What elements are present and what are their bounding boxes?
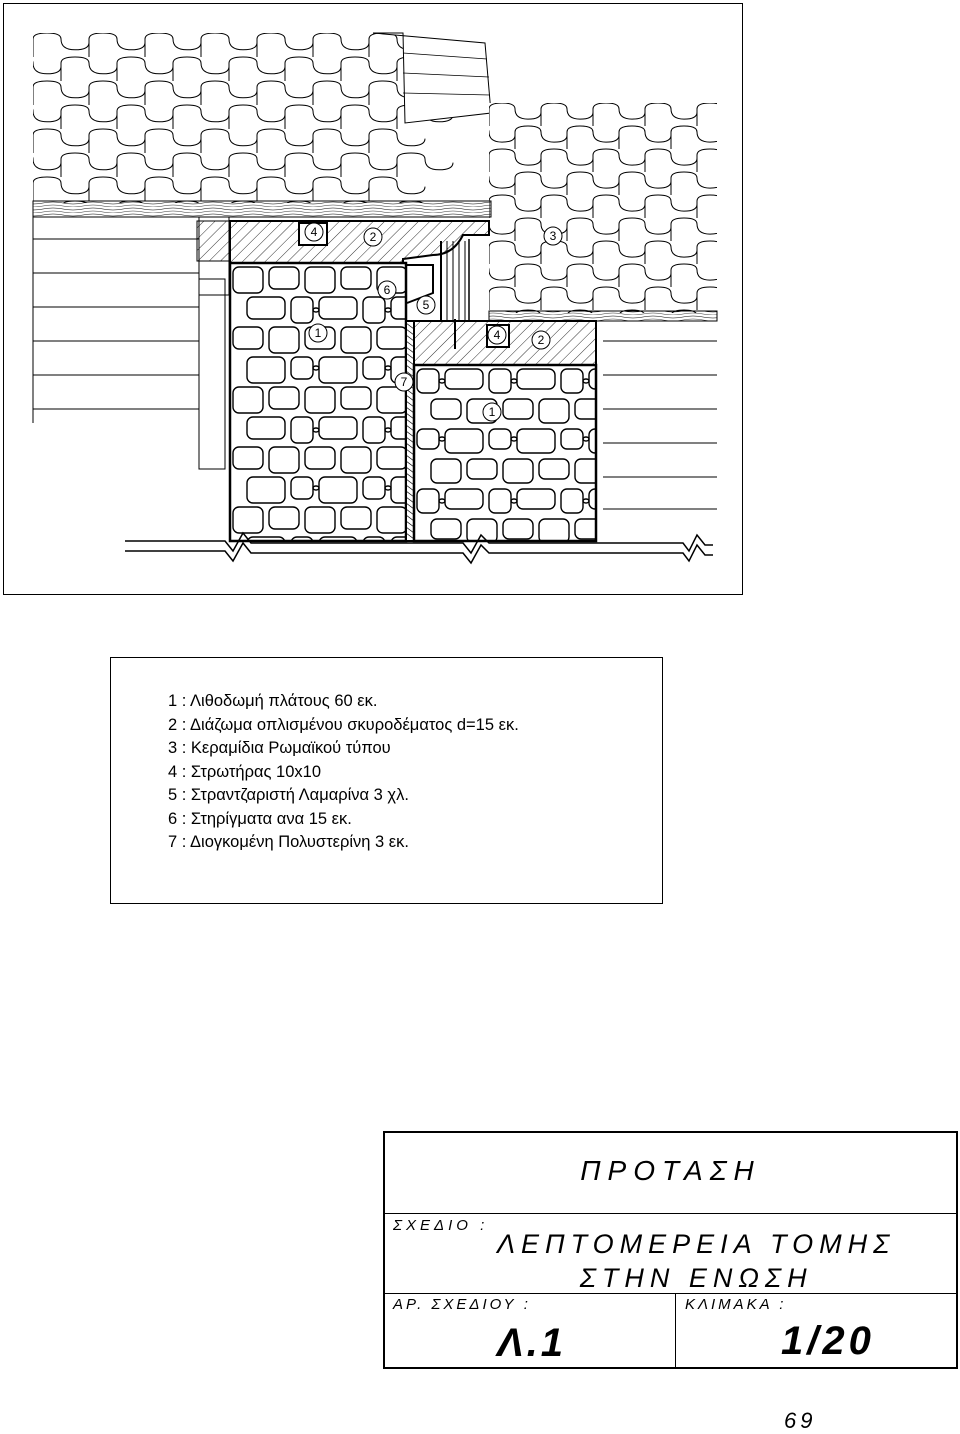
svg-text:7: 7 xyxy=(400,375,408,389)
legend-item: 2 : Διάζωμα οπλισμένου σκυροδέματος d=15 εκ. xyxy=(168,715,519,734)
callout xyxy=(378,281,396,299)
callout xyxy=(488,326,506,344)
divider xyxy=(385,1213,956,1214)
concrete-beam-upper xyxy=(230,221,489,263)
svg-text:3: 3 xyxy=(549,229,557,243)
svg-text:6: 6 xyxy=(383,283,391,297)
callout xyxy=(544,227,562,245)
legend-item: 1 : Λιθοδωμή πλάτους 60 εκ. xyxy=(168,692,378,710)
svg-text:1: 1 xyxy=(314,326,322,340)
legend-item: 3 : Κεραμίδια Ρωμαϊκού τύπου xyxy=(168,739,391,757)
svg-text:2: 2 xyxy=(537,333,545,347)
scale-label: ΚΛΙΜΑΚΑ : xyxy=(685,1296,787,1313)
drawing-number: Λ.1 xyxy=(497,1321,567,1365)
title-block xyxy=(383,1131,958,1369)
legend-list xyxy=(168,690,519,855)
eave-board xyxy=(197,221,230,261)
drawing-number-label: ΑΡ. ΣΧΕΔΙΟΥ : xyxy=(393,1296,531,1313)
divider xyxy=(675,1293,676,1367)
svg-text:4: 4 xyxy=(493,328,501,342)
drawing-title-line: ΣΤΗΝ ΕΝΩΣΗ xyxy=(579,1263,813,1293)
drawing-label: ΣΧΕΔΙΟ : xyxy=(393,1217,489,1234)
drawing-title xyxy=(497,1227,895,1295)
svg-text:4: 4 xyxy=(310,225,318,239)
legend-item: 4 : Στρωτήρας 10x10 xyxy=(168,762,322,781)
svg-text:1: 1 xyxy=(488,405,496,419)
callout xyxy=(483,403,501,421)
roof-boarding-left xyxy=(33,201,491,217)
stone-wall-left xyxy=(230,263,429,563)
legend-box xyxy=(110,657,663,904)
callout xyxy=(417,296,435,314)
drawing-title-line: ΛΕΠΤΟΜΕΡΕΙΑ ΤΟΜΗΣ xyxy=(497,1229,896,1259)
legend-item: 6 : Στηρίγματα ανα 15 εκ. xyxy=(168,809,352,828)
proposal-title: ΠΡΟΤΑΣΗ xyxy=(580,1155,761,1186)
roof-boarding-right xyxy=(489,311,717,321)
siding-right xyxy=(603,341,717,509)
svg-text:5: 5 xyxy=(422,298,430,312)
callout xyxy=(532,331,550,349)
callout xyxy=(395,373,413,391)
section-drawing xyxy=(3,3,743,595)
svg-text:2: 2 xyxy=(369,230,377,244)
legend-item: 5 : Στραντζαριστή Λαμαρίνα 3 χλ. xyxy=(168,786,409,804)
callout xyxy=(305,223,323,241)
callout xyxy=(364,228,382,246)
scale-value: 1/20 xyxy=(781,1319,875,1363)
page-number: 69 xyxy=(784,1408,817,1433)
callout xyxy=(309,324,327,342)
legend-item: 7 : Διογκομένη Πολυστερίνη 3 εκ. xyxy=(168,833,409,851)
